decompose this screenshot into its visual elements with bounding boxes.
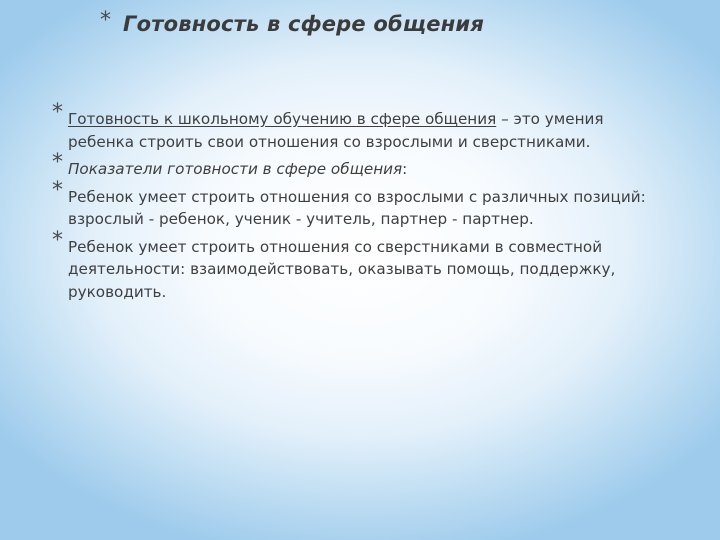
bullet-indicators [52,150,652,181]
bullet-list [52,100,652,308]
title-text: Готовность в сфере общения [123,12,485,36]
title-bullet-icon: * [100,8,111,33]
indicators-colon: : [402,160,408,178]
slide-title [100,8,485,48]
bullet-definition [52,100,652,153]
bullet-star-icon: * [52,177,63,203]
adults-text: Ребенок умеет строить отношения со взрослыми с различных позиций: взрослый - ребенок, ученик - учитель, партнер - партнер. [68,187,646,228]
bullet-star-icon: * [52,150,63,175]
bullet-star-icon: * [52,227,63,253]
indicators-term: Показатели готовности в сфере общения [68,160,403,178]
bullet-star-icon: * [52,100,63,125]
definition-term: Готовность к школьному обучению в сфере общения [68,110,497,128]
bullet-peers [52,227,652,304]
bullet-adults [52,177,652,231]
definition-text: – это умения ребенка строить свои отношения со взрослыми и сверстниками. [68,110,604,151]
peers-text: Ребенок умеет строить отношения со сверстниками в совместной деятельности: взаимодействовать, оказывать помощь, поддержку, руководить. [68,237,616,301]
